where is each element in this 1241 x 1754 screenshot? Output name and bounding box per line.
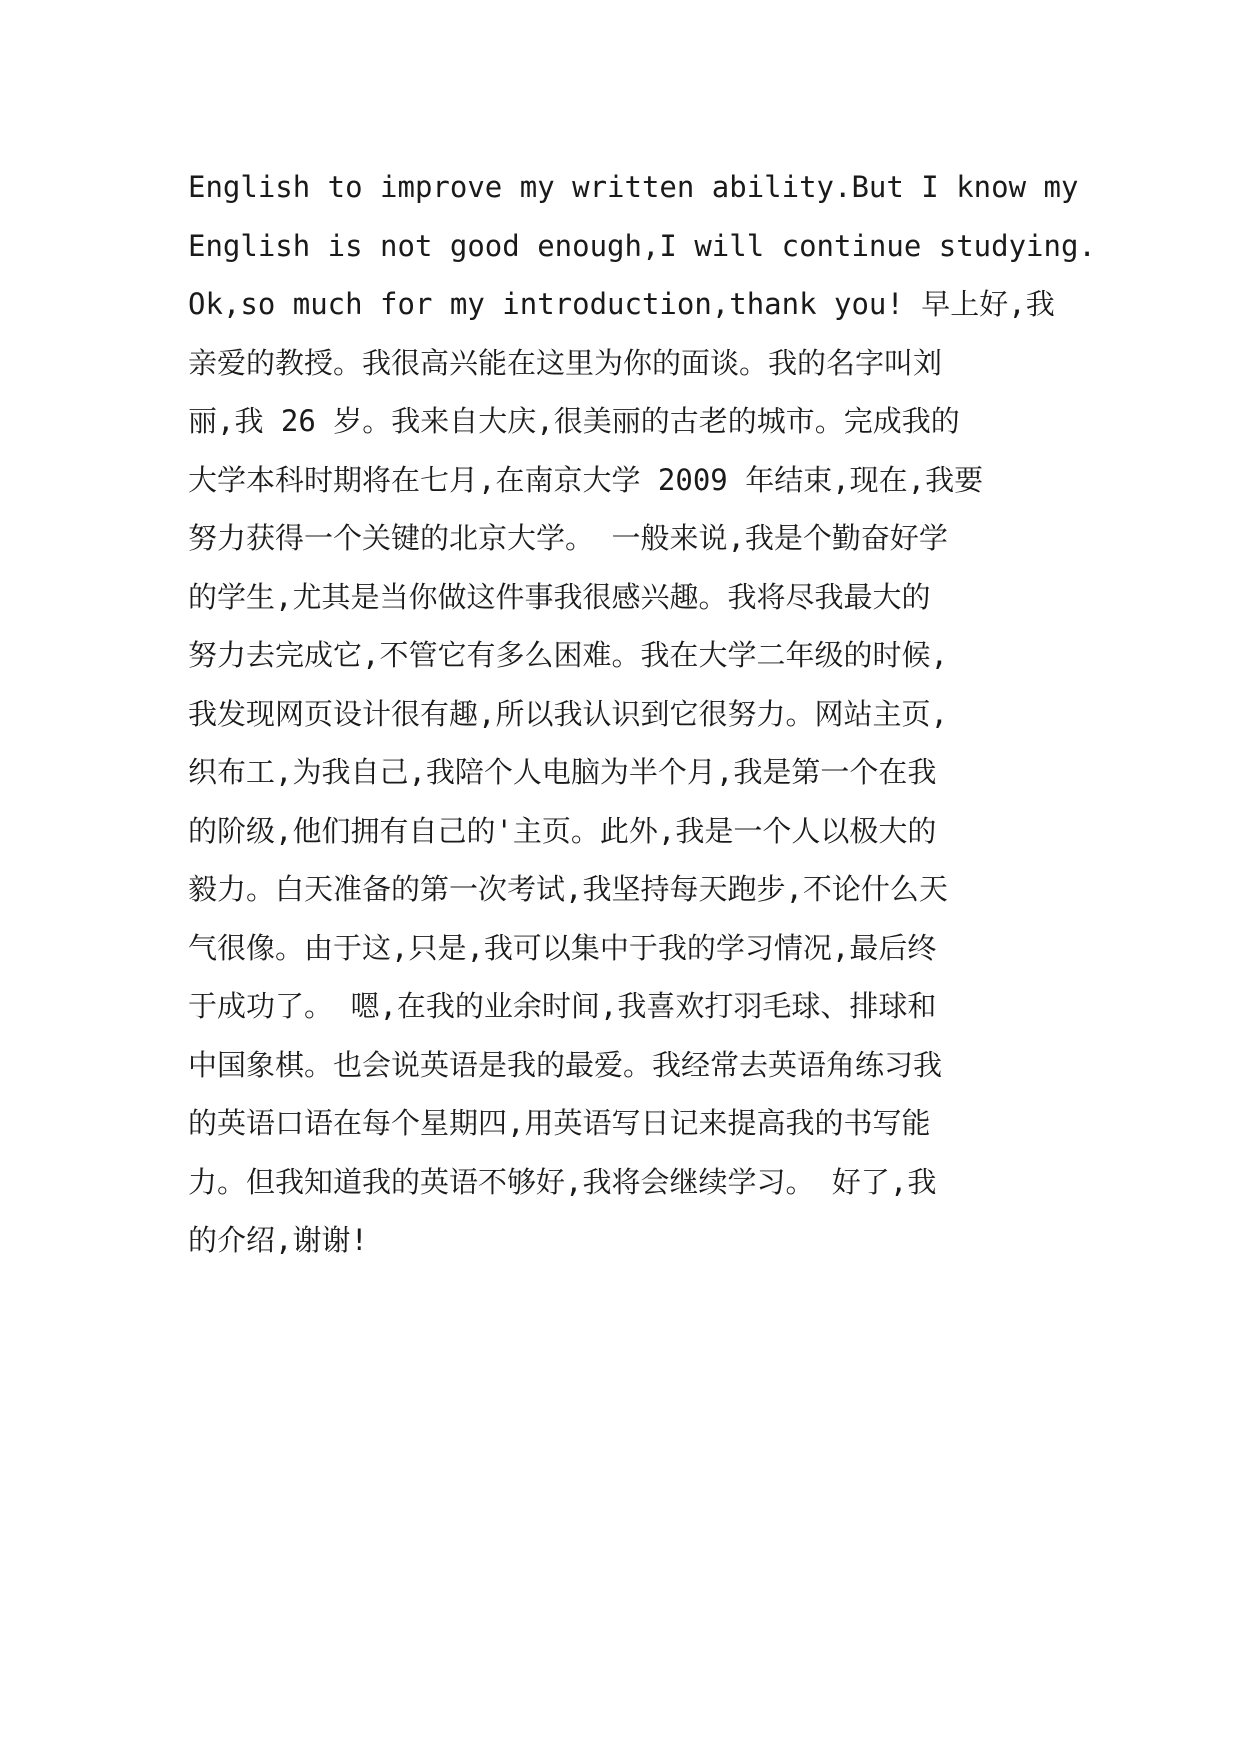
body-text xyxy=(188,158,1096,1270)
text-line: 我发现网页设计很有趣,所以我认识到它很努力。网站主页, xyxy=(188,696,948,731)
text-line: 织布工,为我自己,我陪个人电脑为半个月,我是第一个在我 xyxy=(188,755,937,789)
text-line: 的英语口语在每个星期四,用英语写日记来提高我的书写能 xyxy=(188,1106,931,1140)
text-line: 的介绍,谢谢! xyxy=(188,1223,368,1257)
text-line: Ok,so much for my introduction,thank you! 早上好,我 xyxy=(188,287,1055,321)
text-line: 力。但我知道我的英语不够好,我将会继续学习。 好了,我 xyxy=(188,1164,937,1199)
text-line: 的阶级,他们拥有自己的'主页。此外,我是一个人以极大的 xyxy=(188,813,937,848)
text-line: 亲爱的教授。我很高兴能在这里为你的面谈。我的名字叫刘 xyxy=(188,345,943,380)
text-line: 中国象棋。也会说英语是我的最爱。我经常去英语角练习我 xyxy=(188,1047,943,1082)
text-line: 气很像。由于这,只是,我可以集中于我的学习情况,最后终 xyxy=(188,930,937,965)
text-line: 毅力。白天准备的第一次考试,我坚持每天跑步,不论什么天 xyxy=(188,872,948,906)
text-line: English is not good enough,I will continue studying. xyxy=(188,228,1096,263)
text-line: 大学本科时期将在七月,在南京大学 2009 年结束,现在,我要 xyxy=(188,462,984,497)
text-line: 努力去完成它,不管它有多么困难。我在大学二年级的时候, xyxy=(188,638,948,672)
text-line: 于成功了。 嗯,在我的业余时间,我喜欢打羽毛球、排球和 xyxy=(188,989,937,1023)
text-line: English to improve my written ability.But I know my xyxy=(188,170,1079,204)
text-line: 丽,我 26 岁。我来自大庆,很美丽的古老的城市。完成我的 xyxy=(188,404,960,438)
text-line: 的学生,尤其是当你做这件事我很感兴趣。我将尽我最大的 xyxy=(188,579,931,614)
text-line: 努力获得一个关键的北京大学。 一般来说,我是个勤奋好学 xyxy=(188,521,948,555)
